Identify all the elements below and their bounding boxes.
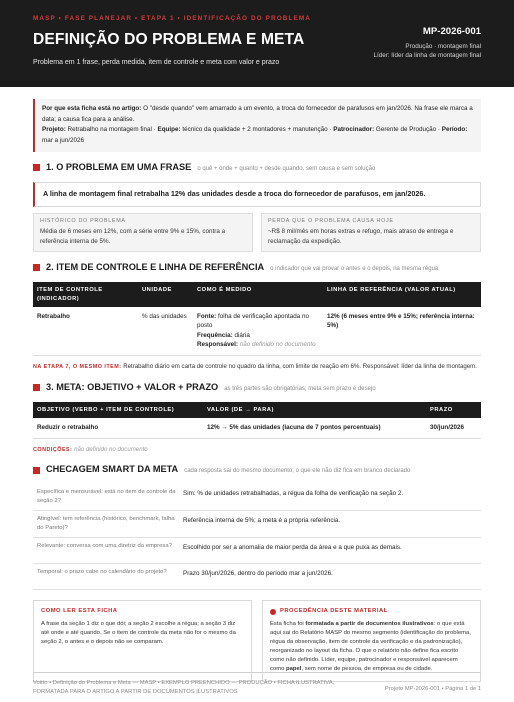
section-title: 2. ITEM DE CONTROLE E LINHA DE REFERÊNCIA bbox=[46, 261, 265, 272]
page-content bbox=[0, 87, 514, 682]
smart-answer: Prazo 30/jun/2026, dentro do período mar a jun/2026. bbox=[183, 570, 333, 578]
loss-label: PERDA QUE O PROBLEMA CAUSA HOJE bbox=[268, 217, 394, 224]
smart-question: Atingível: tem referência (histórico, benchmark, falha do Pareto)? bbox=[37, 516, 175, 532]
table-header-row bbox=[33, 402, 481, 418]
deadline-cell: 30/jun/2026 bbox=[426, 418, 481, 438]
section-marker-icon bbox=[33, 384, 40, 391]
conditions-note: CONDIÇÕES: não definido no documento bbox=[33, 445, 148, 453]
section-marker-icon bbox=[33, 467, 40, 474]
section-marker-icon bbox=[33, 164, 40, 171]
list-item bbox=[33, 538, 481, 564]
history-box bbox=[33, 213, 253, 252]
page-footer bbox=[33, 672, 481, 696]
header-meta bbox=[374, 25, 481, 61]
value-cell: 12% → 5% das unidades (lacuna de 7 pontos percentuais) bbox=[203, 418, 426, 438]
intro-why: Por que esta ficha está no artigo: O "desde quando" vem amarrado a um evento, a troca do fornecedor de parafusos em jan/2026. Na frase ele marca a data; a causa fica para a análise. bbox=[42, 105, 473, 123]
section-hint: as três partes são obrigatórias; meta sem prazo é desejo bbox=[224, 385, 376, 392]
section-title: 3. META: OBJETIVO + VALOR + PRAZO bbox=[46, 381, 219, 392]
history-text: Média de 6 meses em 12%, com a série entre 9% e 15%, contra a referência interna de 5%. bbox=[40, 228, 226, 246]
section-hint: o indicador que vai provar o antes e o depois, na mesma régua bbox=[270, 265, 439, 272]
section-2-heading bbox=[33, 261, 481, 274]
column-header: COMO É MEDIDO bbox=[193, 282, 323, 307]
control-item-table bbox=[33, 282, 481, 356]
box-title: PROCEDÊNCIA DESTE MATERIAL bbox=[270, 607, 473, 615]
section-3-heading bbox=[33, 381, 481, 394]
section-title: 1. O PROBLEMA EM UMA FRASE bbox=[46, 161, 192, 172]
bottom-info bbox=[33, 600, 481, 681]
table-header-row bbox=[33, 282, 481, 307]
section-marker-icon bbox=[33, 264, 40, 271]
control-item-cell: Retrabalho bbox=[33, 307, 138, 355]
problem-statement: A linha de montagem final retrabalha 12% das unidades desde a troca do fornecedor de parafusos, em jan/2026. bbox=[33, 182, 481, 206]
provenance-box bbox=[262, 600, 481, 681]
area-line: Produção · montagem final bbox=[405, 42, 481, 50]
how-to-read-box bbox=[33, 600, 252, 681]
smart-checklist bbox=[33, 484, 481, 591]
loss-box bbox=[261, 213, 481, 252]
measurement-cell: Fonte: folha de verificação apontada no posto Frequência: diária Responsável: não definido no documento bbox=[193, 307, 323, 355]
step7-note: NA ETAPA 7, O MESMO ITEM: Retrabalho diário em carta de controle no quadro da linha, com limite de reação em 6%. Responsável: líder da linha de montagem. bbox=[33, 362, 477, 370]
column-header: ITEM DE CONTROLE (INDICADOR) bbox=[33, 282, 138, 307]
history-label: HISTÓRICO DO PROBLEMA bbox=[40, 217, 126, 224]
list-item bbox=[33, 511, 481, 538]
column-header: LINHA DE REFERÊNCIA (VALOR ATUAL) bbox=[323, 282, 481, 307]
smart-question: Relevante: conversa com uma diretriz da empresa? bbox=[37, 543, 172, 550]
objective-cell: Reduzir o retrabalho bbox=[33, 418, 203, 438]
page-number: Projeto MP-2026-001 • Página 1 de 1 bbox=[384, 686, 481, 692]
intro-project: Projeto: Retrabalho na montagem final · Equipe: técnico da qualidade + 2 montadores + manutenção · Patrocinador: Gerente de Produção · Período: mar a jun/2026 bbox=[42, 126, 468, 145]
baseline-cell: 12% (6 meses entre 9% e 15%; referência interna: 5%) bbox=[323, 307, 481, 355]
page-subtitle: Problema em 1 frase, perda medida, item de controle e meta com valor e prazo bbox=[33, 58, 280, 66]
smart-question: Específica e mensurável: está no item de controle da seção 2? bbox=[37, 488, 176, 504]
goal-table bbox=[33, 402, 481, 439]
column-header: PRAZO bbox=[426, 402, 481, 418]
list-item bbox=[33, 484, 481, 511]
footer-text: Voitto • Definição do Problema e Meta — MASP • EXEMPLO PREENCHIDO — PRODUÇÃO • FICHA ILUSTRATIVA, FORMATADA PARA O ARTIGO A PARTIR DE DOCUMENTOS ILUSTRATIVOS bbox=[33, 680, 335, 695]
smart-answer: Escolhido por ser a anomalia de maior perda da área e a que puxa as demais. bbox=[183, 544, 402, 552]
leader-line: Líder: líder da linha de montagem final bbox=[373, 52, 481, 60]
smart-question: Temporal: o prazo cabe no calendário do projeto? bbox=[37, 569, 167, 576]
unit-cell: % das unidades bbox=[138, 307, 193, 355]
table-row bbox=[33, 307, 481, 355]
column-header: OBJETIVO (VERBO + ITEM DE CONTROLE) bbox=[33, 402, 203, 418]
box-text: A frase da seção 1 diz o que dói; a seção 2 escolhe a régua; a seção 3 diz até onde e até quando. Se o item de controle da meta não for o mesmo da seção 2, o antes e o depois não se comparam. bbox=[41, 620, 236, 646]
smart-answer: Referência interna de 5%; a meta é a própria referência. bbox=[183, 517, 341, 525]
column-header: VALOR (DE → PARA) bbox=[203, 402, 426, 418]
column-header: UNIDADE bbox=[138, 282, 193, 307]
section-hint: o quê + onde + quanto + desde quando, sem causa e sem solução bbox=[197, 165, 376, 172]
page-header bbox=[0, 0, 514, 87]
section-hint: cada resposta sai do mesmo documento; o que ele não diz fica em branco declarado bbox=[184, 468, 411, 475]
loss-text: ~R$ 8 mil/mês em horas extras e refugo, mais atraso de entrega e reclamação da expedição. bbox=[268, 228, 454, 246]
box-title: COMO LER ESTA FICHA bbox=[41, 608, 118, 615]
eyebrow: MASP • FASE PLANEJAR • ETAPA 1 • IDENTIFICAÇÃO DO PROBLEMA bbox=[33, 15, 311, 22]
table-row bbox=[33, 418, 481, 438]
header-meta-text bbox=[374, 42, 481, 61]
smart-answer: Sim: % de unidades retrabalhadas, a régua da folha de verificação na seção 2. bbox=[183, 489, 404, 497]
section-title: CHECAGEM SMART DA META bbox=[46, 464, 179, 475]
page-title: DEFINIÇÃO DO PROBLEMA E META bbox=[33, 31, 305, 49]
document-code: MP-2026-001 bbox=[422, 26, 481, 37]
problem-details bbox=[33, 213, 481, 252]
smart-heading bbox=[33, 463, 481, 476]
list-item bbox=[33, 564, 481, 590]
intro-box bbox=[33, 99, 481, 152]
box-text: Esta ficha foi formatada a partir de documentos ilustrativos: o que está aqui sai do Relatório MASP do mesmo segmento (identificação do problema, régua da observação, item de controle da verificação e da padronização), reorganizado no layout da ficha. O que o relatório não define fica escrito como não definido. Líder, equipe, patrocinador e responsável aparecem como papel, sem nome de pessoa, de empresa ou de cidade. bbox=[270, 620, 471, 673]
dot-icon bbox=[270, 609, 276, 615]
section-1-heading bbox=[33, 161, 481, 174]
